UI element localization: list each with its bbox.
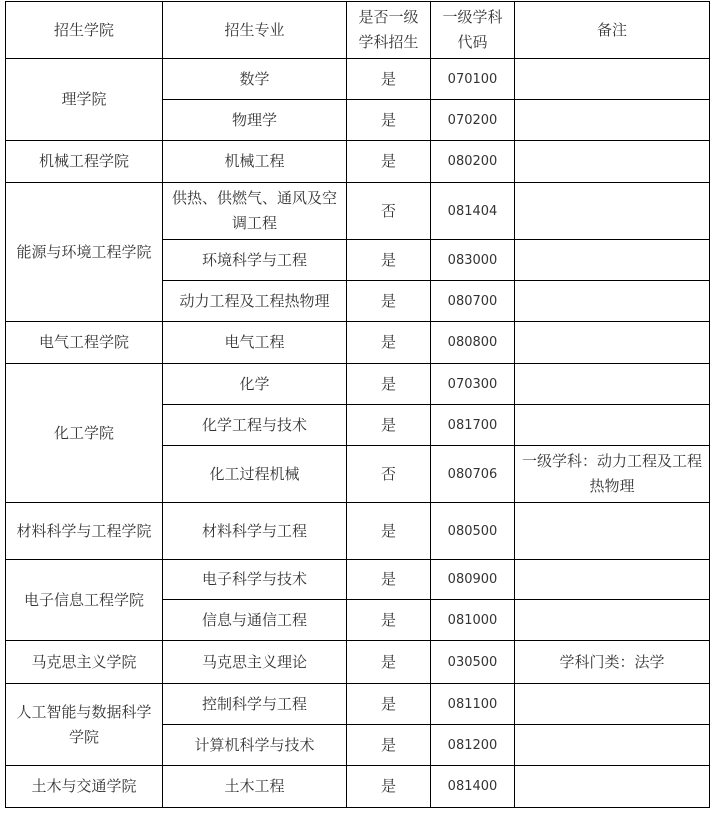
code-cell: 083000: [431, 240, 515, 281]
remark-cell: [515, 725, 710, 766]
code-cell: 070300: [431, 364, 515, 405]
first-level-cell: 是: [347, 405, 431, 446]
first-level-cell: 是: [347, 641, 431, 684]
code-cell: 081200: [431, 725, 515, 766]
code-cell: 080700: [431, 281, 515, 322]
major-cell: 供热、供燃气、通风及空调工程: [163, 183, 347, 240]
table-row: [6, 183, 710, 240]
remark-cell: 一级学科：动力工程及工程热物理: [515, 446, 710, 503]
college-cell: 能源与环境工程学院: [6, 183, 163, 322]
table-row: [6, 503, 710, 560]
remark-cell: [515, 281, 710, 322]
code-cell: 080900: [431, 560, 515, 600]
remark-cell: [515, 503, 710, 560]
header-remark: 备注: [515, 2, 710, 59]
code-cell: 030500: [431, 641, 515, 684]
major-cell: 化学: [163, 364, 347, 405]
first-level-cell: 是: [347, 684, 431, 725]
college-cell: 人工智能与数据科学学院: [6, 684, 163, 766]
header-row: [6, 2, 710, 59]
header-code: 一级学科代码: [431, 2, 515, 59]
college-cell: 化工学院: [6, 364, 163, 503]
remark-cell: [515, 100, 710, 141]
remark-cell: [515, 240, 710, 281]
remark-cell: [515, 684, 710, 725]
major-cell: 土木工程: [163, 766, 347, 808]
table-row: [6, 766, 710, 808]
header-major: 招生专业: [163, 2, 347, 59]
first-level-cell: 是: [347, 503, 431, 560]
header-college: 招生学院: [6, 2, 163, 59]
first-level-cell: 否: [347, 446, 431, 503]
college-cell: 电子信息工程学院: [6, 560, 163, 641]
first-level-cell: 是: [347, 59, 431, 100]
enrollment-table: [5, 1, 710, 808]
code-cell: 070100: [431, 59, 515, 100]
major-cell: 电气工程: [163, 322, 347, 364]
code-cell: 070200: [431, 100, 515, 141]
code-cell: 080500: [431, 503, 515, 560]
first-level-cell: 是: [347, 364, 431, 405]
table-row: [6, 59, 710, 100]
table-row: [6, 684, 710, 725]
first-level-cell: 是: [347, 600, 431, 641]
remark-cell: [515, 183, 710, 240]
college-cell: 材料科学与工程学院: [6, 503, 163, 560]
first-level-cell: 是: [347, 725, 431, 766]
code-cell: 080706: [431, 446, 515, 503]
table-row: [6, 322, 710, 364]
code-cell: 080800: [431, 322, 515, 364]
first-level-cell: 是: [347, 322, 431, 364]
code-cell: 081404: [431, 183, 515, 240]
table-row: [6, 560, 710, 600]
first-level-cell: 是: [347, 100, 431, 141]
remark-cell: 学科门类：法学: [515, 641, 710, 684]
table-row: [6, 641, 710, 684]
table-row: [6, 141, 710, 183]
college-cell: 马克思主义学院: [6, 641, 163, 684]
code-cell: 081100: [431, 684, 515, 725]
college-cell: 机械工程学院: [6, 141, 163, 183]
major-cell: 物理学: [163, 100, 347, 141]
major-cell: 动力工程及工程热物理: [163, 281, 347, 322]
code-cell: 081700: [431, 405, 515, 446]
first-level-cell: 是: [347, 766, 431, 808]
major-cell: 材料科学与工程: [163, 503, 347, 560]
remark-cell: [515, 766, 710, 808]
first-level-cell: 是: [347, 240, 431, 281]
major-cell: 化学工程与技术: [163, 405, 347, 446]
major-cell: 数学: [163, 59, 347, 100]
code-cell: 081000: [431, 600, 515, 641]
college-cell: 理学院: [6, 59, 163, 141]
code-cell: 081400: [431, 766, 515, 808]
remark-cell: [515, 600, 710, 641]
table-row: [6, 364, 710, 405]
remark-cell: [515, 405, 710, 446]
table-body: [6, 59, 710, 808]
major-cell: 计算机科学与技术: [163, 725, 347, 766]
major-cell: 马克思主义理论: [163, 641, 347, 684]
code-cell: 080200: [431, 141, 515, 183]
first-level-cell: 是: [347, 141, 431, 183]
major-cell: 化工过程机械: [163, 446, 347, 503]
major-cell: 机械工程: [163, 141, 347, 183]
first-level-cell: 是: [347, 560, 431, 600]
remark-cell: [515, 59, 710, 100]
major-cell: 电子科学与技术: [163, 560, 347, 600]
first-level-cell: 是: [347, 281, 431, 322]
remark-cell: [515, 322, 710, 364]
college-cell: 电气工程学院: [6, 322, 163, 364]
major-cell: 控制科学与工程: [163, 684, 347, 725]
header-first-level: 是否一级学科招生: [347, 2, 431, 59]
remark-cell: [515, 364, 710, 405]
remark-cell: [515, 141, 710, 183]
major-cell: 信息与通信工程: [163, 600, 347, 641]
major-cell: 环境科学与工程: [163, 240, 347, 281]
college-cell: 土木与交通学院: [6, 766, 163, 808]
remark-cell: [515, 560, 710, 600]
first-level-cell: 否: [347, 183, 431, 240]
